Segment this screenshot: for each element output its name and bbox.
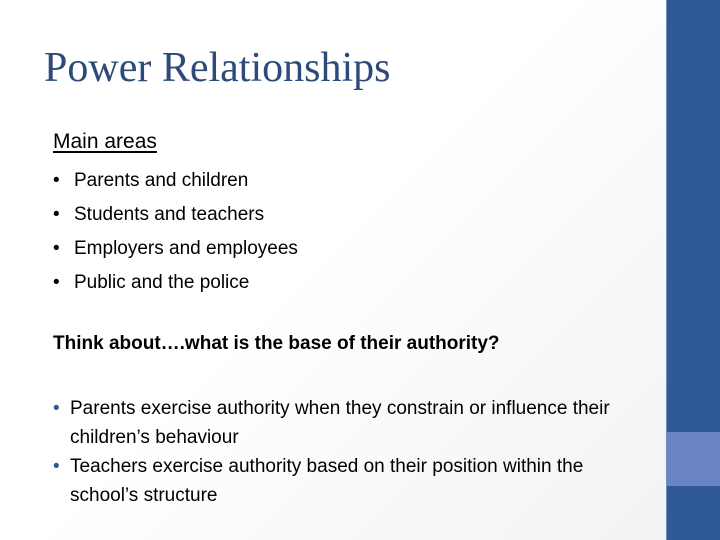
list-item-text: Public and the police xyxy=(74,272,250,293)
list-item xyxy=(53,168,298,202)
bullet-icon: • xyxy=(53,398,60,419)
bullet-icon: • xyxy=(53,204,60,225)
side-accent-block xyxy=(667,432,720,486)
main-areas-heading: Main areas xyxy=(53,130,157,153)
bullet-icon: • xyxy=(53,272,60,293)
list-item-text: Parents and children xyxy=(74,170,249,191)
list-item xyxy=(53,394,613,452)
list-item-text: Teachers exercise authority based on their position within the school’s structure xyxy=(70,456,584,506)
list-item-text: Students and teachers xyxy=(74,204,265,225)
list-item xyxy=(53,270,298,304)
bullet-icon: • xyxy=(53,170,60,191)
list-item-text: Parents exercise authority when they constrain or influence their children’s behaviour xyxy=(70,398,610,448)
slide-title: Power Relationships xyxy=(44,45,391,91)
question-text: Think about….what is the base of their authority? xyxy=(53,333,500,354)
authority-points-list xyxy=(53,394,613,510)
bullet-icon: • xyxy=(53,456,60,477)
list-item xyxy=(53,236,298,270)
bullet-icon: • xyxy=(53,238,60,259)
list-item xyxy=(53,202,298,236)
list-item-text: Employers and employees xyxy=(74,238,298,259)
main-areas-list xyxy=(53,168,298,304)
list-item xyxy=(53,452,613,510)
